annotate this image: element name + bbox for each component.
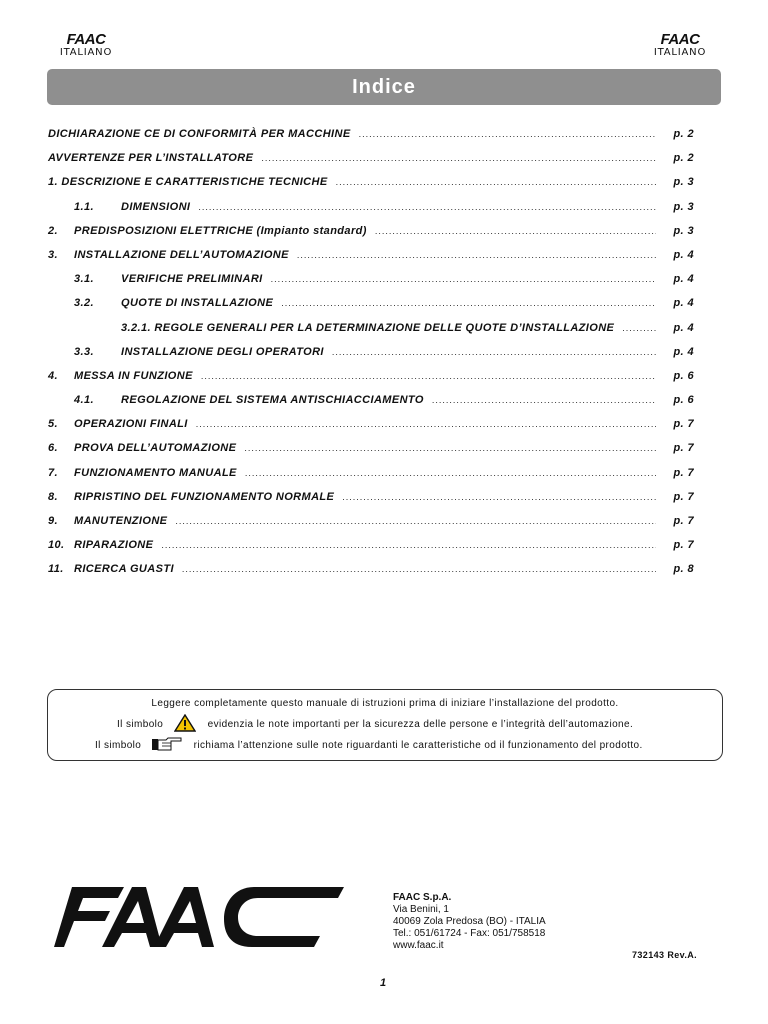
toc-entry-title: INSTALLAZIONE DELL’AUTOMAZIONE	[74, 248, 289, 261]
warning-triangle-icon	[174, 714, 196, 735]
toc-dot-leader	[182, 564, 656, 574]
toc-entry-number: 6.	[48, 442, 58, 455]
toc-entry-title: REGOLAZIONE DEL SISTEMA ANTISCHIACCIAMENTO	[121, 394, 424, 407]
toc-dot-leader	[201, 371, 656, 381]
toc-entry-page: p. 4	[673, 273, 694, 286]
toc-entry-title: MANUTENZIONE	[74, 515, 168, 527]
page-number: 1	[380, 977, 387, 989]
toc-dot-leader	[261, 153, 656, 163]
toc-entry-page: p. 4	[673, 321, 694, 334]
toc-dot-leader	[196, 419, 656, 429]
notice-prefix: Il simbolo	[95, 740, 142, 752]
toc-entry-title: 1. DESCRIZIONE E CARATTERISTICHE TECNICHE	[48, 176, 328, 189]
notice-line-3	[95, 737, 643, 754]
toc-entry-page: p. 4	[673, 248, 694, 261]
table-of-contents	[48, 128, 694, 588]
company-address	[393, 892, 546, 952]
toc-entry	[48, 515, 694, 539]
toc-entry-title: INSTALLAZIONE DEGLI OPERATORI	[121, 345, 324, 358]
language-label: ITALIANO	[653, 47, 707, 58]
toc-entry-title: PROVA DELL’AUTOMAZIONE	[74, 442, 237, 455]
toc-entry	[48, 152, 694, 176]
toc-entry-title: FUNZIONAMENTO MANUALE	[74, 466, 237, 479]
brand-logo-right	[640, 33, 720, 58]
toc-dot-leader	[297, 250, 656, 260]
toc-entry-number: 5.	[48, 418, 58, 431]
toc-entry-page: p. 7	[673, 539, 694, 552]
title-bar	[47, 69, 721, 105]
toc-dot-leader	[332, 347, 656, 357]
revision-code: 732143 Rev.A.	[632, 950, 698, 960]
pointing-hand-icon	[152, 737, 182, 754]
faac-logo	[54, 881, 344, 958]
toc-entry-title: AVVERTENZE PER L’INSTALLATORE	[48, 152, 254, 165]
toc-entry	[48, 297, 694, 321]
notice-box	[47, 689, 723, 761]
toc-entry-page: p. 8	[673, 563, 694, 576]
contact-phone: Tel.: 051/61724 - Fax: 051/758518	[393, 928, 546, 939]
notice-line-2	[117, 714, 633, 735]
toc-entry	[48, 370, 694, 394]
address-city: 40069 Zola Predosa (BO) - ITALIA	[393, 916, 546, 927]
page-title: Indice	[352, 76, 416, 98]
toc-entry-page: p. 4	[673, 345, 694, 358]
toc-dot-leader	[375, 226, 656, 236]
toc-entry-title: DICHIARAZIONE CE DI CONFORMITÀ PER MACCHINE	[48, 128, 351, 140]
toc-entry-page: p. 2	[673, 128, 694, 140]
toc-entry-title: QUOTE DI INSTALLAZIONE	[121, 297, 274, 310]
toc-dot-leader	[175, 516, 656, 526]
company-name: FAAC S.p.A.	[393, 892, 452, 903]
toc-entry-page: p. 4	[673, 297, 694, 310]
toc-dot-leader	[336, 177, 656, 187]
notice-line-1: Leggere completamente questo manuale di istruzioni prima di iniziare l’installazione del prodotto.	[151, 698, 619, 709]
toc-entry-page: p. 7	[673, 442, 694, 455]
toc-dot-leader	[244, 443, 656, 453]
toc-entry-number: 4.1.	[74, 394, 94, 407]
notice-text: evidenzia le note importanti per la sicurezza delle persone e l’integrità dell’automazione.	[207, 719, 634, 731]
brand-logo-left	[46, 33, 126, 58]
toc-entry-number: 10.	[48, 539, 65, 552]
toc-entry-number: 3.	[48, 248, 58, 261]
toc-entry	[48, 201, 694, 225]
toc-dot-leader	[198, 202, 656, 212]
toc-entry-number: 2.	[48, 224, 58, 237]
toc-entry-number: 1.1.	[74, 200, 94, 213]
address-street: Via Benini, 1	[393, 904, 449, 915]
toc-entry-number: 9.	[48, 515, 58, 527]
toc-entry-title: DIMENSIONI	[121, 200, 191, 213]
toc-entry	[48, 346, 694, 370]
website: www.faac.it	[393, 940, 444, 951]
toc-dot-leader	[271, 274, 656, 284]
toc-entry	[48, 128, 694, 152]
notice-text: richiama l’attenzione sulle note riguardanti le caratteristiche od il funzionamento del prodotto.	[193, 740, 643, 752]
toc-entry-page: p. 7	[673, 490, 694, 503]
toc-entry-page: p. 3	[673, 224, 694, 237]
toc-dot-leader	[342, 492, 656, 502]
toc-entry-page: p. 6	[673, 394, 694, 407]
brand-logo-text: FAAC	[66, 31, 106, 48]
toc-entry-title: PREDISPOSIZIONI ELETTRICHE (Impianto standard)	[74, 224, 367, 237]
toc-entry-title: VERIFICHE PRELIMINARI	[121, 273, 263, 286]
toc-entry-title: RICERCA GUASTI	[74, 563, 174, 576]
brand-logo-text: FAAC	[660, 31, 700, 48]
toc-entry-page: p. 7	[673, 418, 694, 431]
toc-entry-page: p. 7	[673, 466, 694, 479]
toc-entry	[48, 418, 694, 442]
toc-entry-title: MESSA IN FUNZIONE	[74, 369, 193, 382]
notice-prefix: Il simbolo	[117, 719, 164, 731]
toc-dot-leader	[432, 395, 656, 405]
toc-entry-number: 4.	[48, 369, 58, 382]
toc-entry-number: 8.	[48, 490, 58, 503]
toc-entry-number: 3.3.	[74, 345, 94, 358]
toc-entry-page: p. 6	[673, 369, 694, 382]
toc-entry-page: p. 3	[673, 176, 694, 189]
toc-entry-page: p. 2	[673, 152, 694, 165]
toc-entry-number: 7.	[48, 466, 58, 479]
toc-entry-page: p. 7	[673, 515, 694, 527]
language-label: ITALIANO	[59, 47, 113, 58]
toc-entry	[48, 442, 694, 466]
toc-entry-number: 3.2.	[74, 297, 94, 310]
toc-entry-number: 3.1.	[74, 273, 94, 286]
toc-dot-leader	[359, 129, 656, 139]
toc-dot-leader	[622, 323, 656, 333]
toc-dot-leader	[161, 540, 656, 550]
toc-entry	[48, 467, 694, 491]
toc-entry-title: OPERAZIONI FINALI	[74, 418, 188, 431]
toc-entry	[48, 394, 694, 418]
toc-entry-title: 3.2.1. REGOLE GENERALI PER LA DETERMINAZIONE DELLE QUOTE D’INSTALLAZIONE	[121, 321, 615, 334]
toc-entry	[48, 491, 694, 515]
toc-entry	[48, 249, 694, 273]
toc-entry	[48, 225, 694, 249]
toc-entry-title: RIPRISTINO DEL FUNZIONAMENTO NORMALE	[74, 490, 335, 503]
toc-entry-title: RIPARAZIONE	[74, 539, 154, 552]
toc-entry-page: p. 3	[673, 200, 694, 213]
toc-dot-leader	[245, 468, 656, 478]
toc-entry	[48, 322, 694, 346]
toc-entry	[48, 563, 694, 587]
toc-entry	[48, 273, 694, 297]
toc-entry	[48, 539, 694, 563]
toc-entry-number: 11.	[48, 563, 64, 576]
toc-dot-leader	[281, 298, 656, 308]
toc-entry	[48, 176, 694, 200]
